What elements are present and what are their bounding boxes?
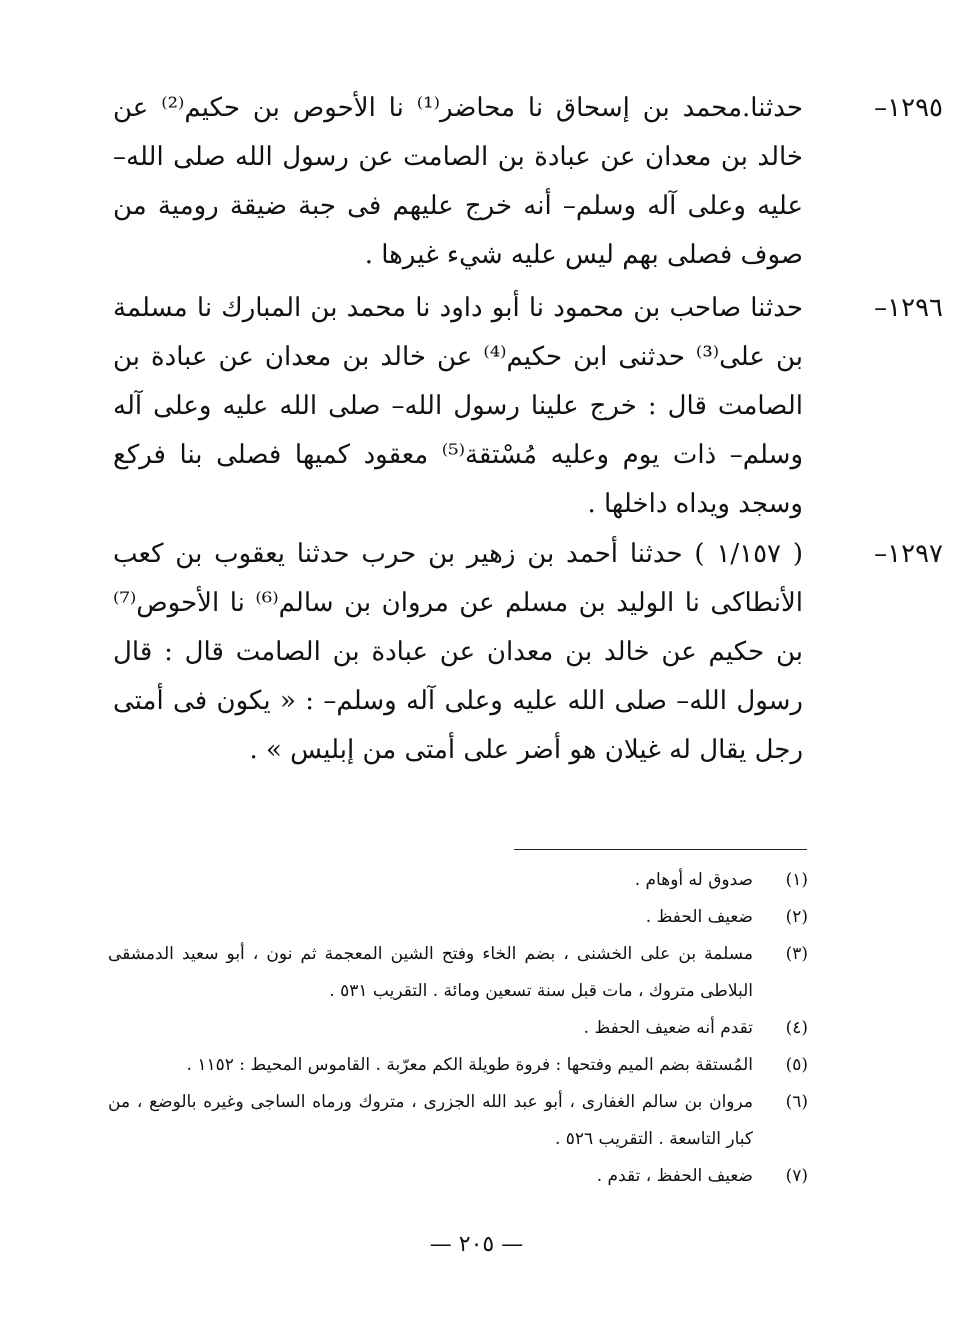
footnote-2 [108,899,808,936]
hadith-1296 [113,284,943,529]
footnote-6 [108,1084,808,1158]
footnote-1 [108,862,808,899]
footnote-7 [108,1158,808,1195]
hadith-1297 [113,530,943,775]
footnote-4 [108,1010,808,1047]
footnote-text: مروان بن سالم الغفارى ، أبو عبد الله الجزرى ، متروك ورماه الساجى وغيره بالوضع ، من كبار التاسعة . التقريب ٥٢٦ . [108,1092,753,1149]
footnote-number: (٦) [785,1092,808,1112]
hadith-text: ( ١/١٥٧ ) حدثنا أحمد بن زهير بن حرب حدثنا يعقوب بن كعب الأنطاكى نا الوليد بن مسلم عن مروان بن سالم⁽⁶⁾ نا الأحوص⁽⁷⁾ بن حكيم عن خالد بن معدان عن عبادة بن الصامت قال : قال رسول الله– صلى الله عليه وعلى آله وسلم– : « يكون فى أمتى رجل يقال له غيلان هو أضر على أمتى من إبليس » . [113,539,803,765]
footnotes [108,862,808,1195]
footnote-5 [108,1047,808,1084]
hadith-number: ١٢٩٦– [874,293,943,323]
page-number: — ٢٠٥ — [429,1232,524,1257]
footnote-text: المُستقة بضم الميم وفتحها : فروة طويلة الكم معرّبة . القاموس المحيط : ١١٥٢ . [186,1055,753,1075]
footnote-text: صدوق له أوهام . [634,870,753,890]
footnote-number: (٤) [785,1018,808,1038]
hadith-number: ١٢٩٧– [874,539,943,569]
hadith-1295 [113,84,943,280]
hadith-text: حدثنا.محمد بن إسحاق نا محاضر⁽¹⁾ نا الأحوص بن حكيم⁽²⁾ عن خالد بن معدان عن عبادة بن الصامت عن رسول الله صلى الله– عليه وعلى آله وسلم– أنه خرج عليهم فى جبة ضيقة رومية من صوف فصلى بهم ليس عليه شيء غيرها . [113,93,804,270]
footnote-text: مسلمة بن على الخشنى ، بضم الخاء وفتح الشين المعجمة ثم نون ، أبو سعيد الدمشقى البلاطى متروك ، مات قبل سنة تسعين ومائة . التقريب ٥٣١ . [108,944,753,1001]
footnote-number: (٥) [785,1055,808,1075]
footnote-number: (٢) [785,907,808,927]
footnote-3 [108,936,808,1010]
hadith-number: ١٢٩٥– [874,93,943,123]
footnote-text: تقدم أنه ضعيف الحفظ . [583,1018,753,1038]
hadith-text: حدثنا صاحب بن محمود نا أبو داود نا محمد بن المبارك نا مسلمة بن على⁽³⁾ حدثنى ابن حكيم⁽⁴⁾ عن خالد بن معدان عن عبادة بن الصامت قال : خرج علينا رسول الله– صلى الله عليه وعلى آله وسلم– ذات يوم وعليه مُسْتقة⁽⁵⁾ معقود كميها فصلى بنا فركع وسجد ويداه داخلها . [113,293,804,519]
footnote-text: ضعيف الحفظ . [645,907,753,927]
footnote-text: ضعيف الحفظ ، تقدم . [596,1166,753,1186]
footnote-number: (٧) [785,1166,808,1186]
footnote-number: (١) [785,870,808,890]
footnote-number: (٣) [785,944,808,964]
footnote-divider [514,849,807,850]
